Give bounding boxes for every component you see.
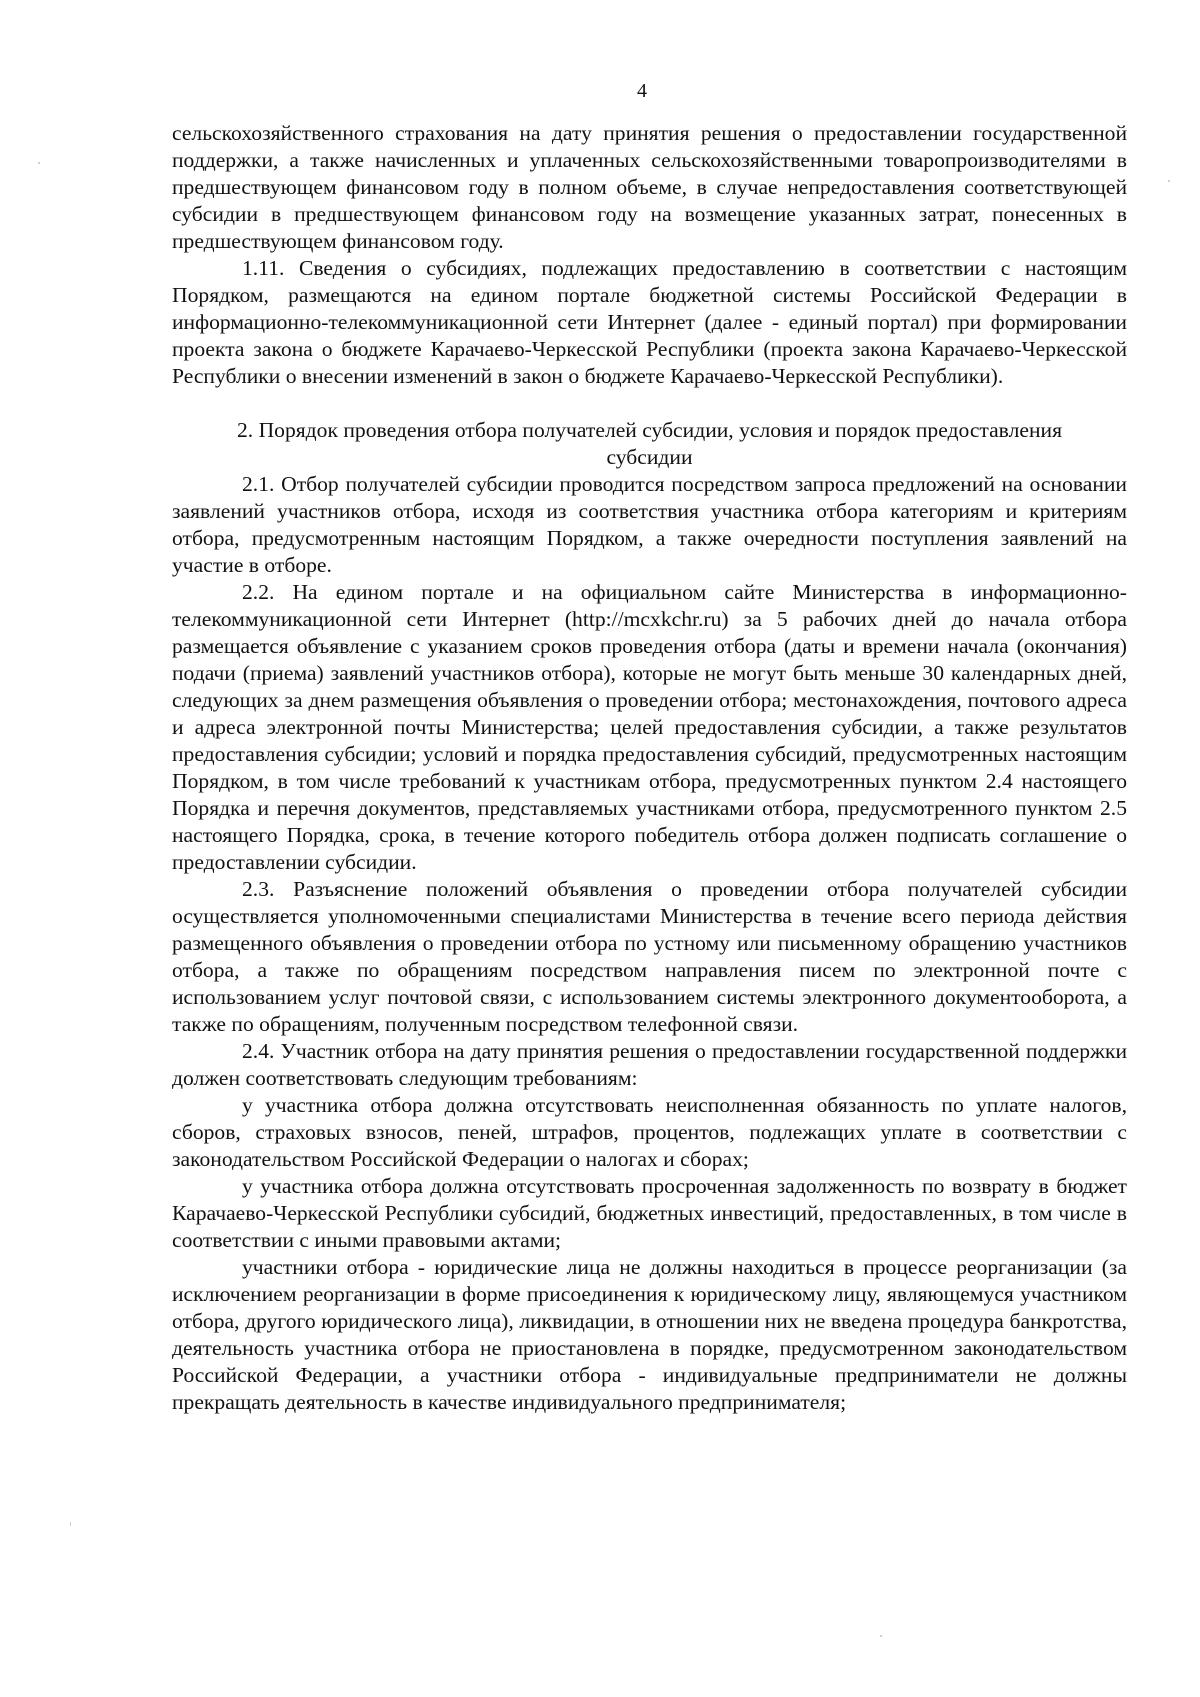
scan-speck — [38, 162, 40, 164]
paragraph-2-3: 2.3. Разъяснение положений объявления о проведении отбора получателей субсидии осуществляется уполномоченными специалистами Министерства в течение всего периода действия размещенного объявления о проведении отбора по устному или письменному обращению участников отбора, а также по обращениям посредством направления писем по электронной почте с использованием услуг почтовой связи, с использованием системы электронного документооборота, а также по обращениям, полученным посредством телефонной связи. — [172, 877, 1127, 1036]
requirement-reorganization: участники отбора - юридические лица не должны находиться в процессе реорганизации (за исключением реорганизации в форме присоединения к юридическому лицу, являющемуся участником отбора, другого юридического лица), ликвидации, в отношении них не введена процедура банкротства, деятельность участника отбора не приостановлена в порядке, предусмотренном законодательством Российской Федерации, а участники отбора - индивидуальные предприниматели не должны прекращать деятельность в качестве индивидуального предпринимателя; — [172, 1255, 1127, 1414]
requirement-debt: у участника отбора должна отсутствовать просроченная задолженность по возврату в бюджет Карачаево-Черкесской Республики субсидий, бюджетных инвестиций, предоставленных, в том числе в соответствии с иными правовыми актами; — [172, 1174, 1127, 1252]
paragraph-2-4: 2.4. Участник отбора на дату принятия решения о предоставлении государственной поддержки должен соответствовать следующим требованиям: — [172, 1039, 1127, 1090]
scan-speck — [880, 1635, 882, 1637]
paragraph-2-2: 2.2. На едином портале и на официальном сайте Министерства в информационно-телекоммуникационной сети Интернет (http://mcxkchr.ru) за 5 рабочих дней до начала отбора размещается объявление с указанием сроков проведения отбора (даты и времени начала (окончания) подачи (приема) заявлений участников отбора), которые не могут быть меньше 30 календарных дней, следующих за днем размещения объявления о проведении отбора; местонахождения, почтового адреса и адреса электронной почты Министерства; целей предоставления субсидии, а также результатов предоставления субсидии; условий и порядка предоставления субсидий, предусмотренных настоящим Порядком, в том числе требований к участникам отбора, предусмотренных пунктом 2.4 настоящего Порядка и перечня документов, представляемых участниками отбора, предусмотренного пунктом 2.5 настоящего Порядка, срока, в течение которого победитель отбора должен подписать соглашение о предоставлении субсидии. — [172, 580, 1127, 874]
scan-speck — [70, 1522, 71, 1526]
paragraph-continuation: сельскохозяйственного страхования на дату принятия решения о предоставлении государственной поддержки, а также начисленных и уплаченных сельскохозяйственными товаропроизводителями в предшествующем финансовом году в полном объеме, в случае непредоставления соответствующей субсидии в предшествующем финансовом году на возмещение указанных затрат, понесенных в предшествующем финансовом году. — [172, 121, 1127, 253]
paragraph-1-11: 1.11. Сведения о субсидиях, подлежащих предоставлению в соответствии с настоящим Порядком, размещаются на едином портале бюджетной системы Российской Федерации в информационно-телекоммуникационной сети Интернет (далее - единый портал) при формировании проекта закона о бюджете Карачаево-Черкесской Республики (проекта закона Карачаево-Черкесской Республики о внесении изменений в закон о бюджете Карачаево-Черкесской Республики). — [172, 256, 1127, 388]
requirement-taxes: у участника отбора должна отсутствовать неисполненная обязанность по уплате налогов, сборов, страховых взносов, пеней, штрафов, процентов, подлежащих уплате в соответствии с законодательством Российской Федерации о налогах и сборах; — [172, 1093, 1127, 1171]
scan-speck — [1168, 180, 1170, 182]
document-body — [172, 120, 1127, 1416]
page-number: 4 — [637, 80, 647, 102]
paragraph-2-1: 2.1. Отбор получателей субсидии проводится посредством запроса предложений на основании заявлений участников отбора, исходя из соответствия участника отбора категориям и критериям отбора, предусмотренным настоящим Порядком, а также очередности поступления заявлений на участие в отборе. — [172, 472, 1127, 577]
section-heading: 2. Порядок проведения отбора получателей субсидии, условия и порядок предоставления субсидии — [236, 418, 1063, 469]
